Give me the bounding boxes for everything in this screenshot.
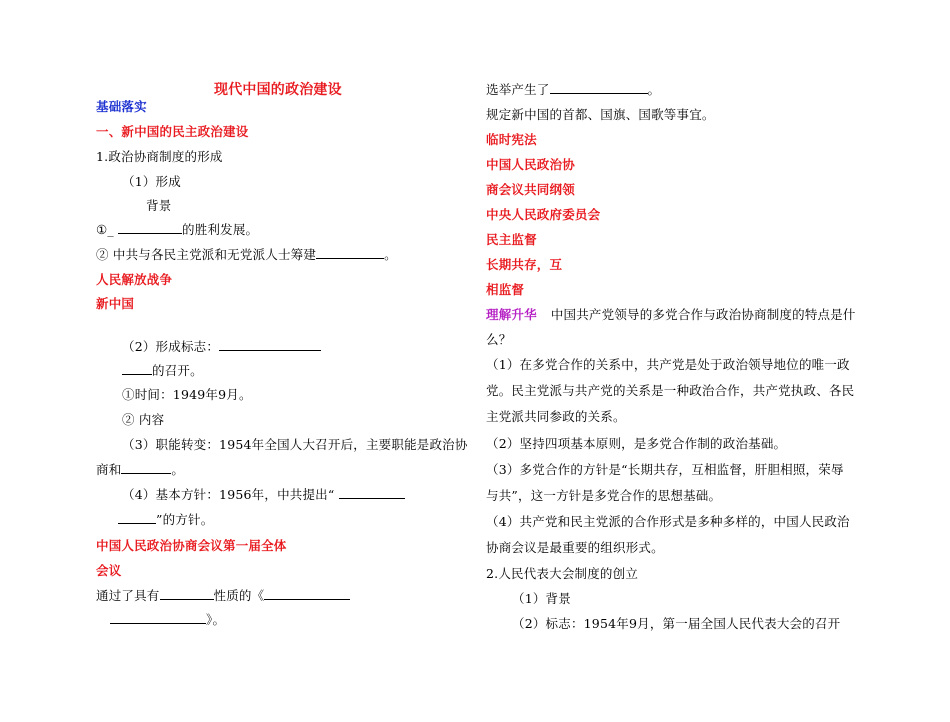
answer-d: 中央人民政府委员会 xyxy=(486,207,601,222)
background-1-suffix: 的胜利发展。 xyxy=(182,222,259,237)
answer-1: 人民解放战争 xyxy=(96,272,173,287)
point-1c: 主党派共同参政的关系。 xyxy=(486,409,626,424)
blank-8 xyxy=(160,588,214,600)
point-2: （2）坚持四项基本原则，是多党合作制的政治基础。 xyxy=(486,436,787,451)
item-1: 1.政治协商制度的形成 xyxy=(96,149,223,164)
background-1 xyxy=(96,222,258,238)
section-basic: 基础落实 xyxy=(96,99,147,114)
elect-line xyxy=(486,82,660,98)
formation-content: ② 内容 xyxy=(122,412,165,427)
capital-line: 规定新中国的首都、国旗、国歌等事宜。 xyxy=(486,107,715,122)
formation-time: ①时间：1949年9月。 xyxy=(122,387,252,402)
right-sub-1: （1）背景 xyxy=(512,591,571,606)
answer-g: 相监督 xyxy=(486,282,525,297)
point-1a: （1）在多党合作的关系中，共产党是处于政治领导地位的唯一政 xyxy=(486,357,850,372)
answer-3: 中国人民政治协商会议第一届全体 xyxy=(96,538,287,553)
insight-line xyxy=(486,307,856,323)
sub-3-cont-prefix: 商和 xyxy=(96,462,122,477)
point-3a: （3）多党合作的方针是“长期共存，互相监督，肝胆相照，荣辱 xyxy=(486,462,844,477)
blank-1 xyxy=(118,222,182,234)
blank-10 xyxy=(110,612,206,624)
item-2: 2.人民代表大会制度的创立 xyxy=(486,566,639,581)
sub-4-label: （4）基本方针：1956年，中共提出“ xyxy=(122,487,339,502)
blank-5 xyxy=(121,462,171,474)
sub-2-continued xyxy=(122,363,203,379)
sub-2-cont-text: 的召开。 xyxy=(152,363,203,378)
insight-line-2: 么？ xyxy=(486,332,512,347)
point-3b: 与共”，这一方针是多党合作的思想基础。 xyxy=(486,488,722,503)
sub-1-background: 背景 xyxy=(146,198,172,213)
sub-2 xyxy=(122,339,321,355)
insight-label: 理解升华 xyxy=(486,307,537,322)
passed-continued xyxy=(110,612,225,628)
sub-3: （3）职能转变：1954年全国人大召开后，主要职能是政治协 xyxy=(122,437,468,452)
blank-9 xyxy=(264,588,350,600)
right-sub-2: （2）标志：1954年9月，第一届全国人民代表大会的召开 xyxy=(512,616,841,631)
heading-1: 一、新中国的民主政治建设 xyxy=(96,124,249,139)
sub-3-cont-suffix: 。 xyxy=(171,462,185,477)
answer-2: 新中国 xyxy=(96,296,135,311)
answer-e: 民主监督 xyxy=(486,232,537,247)
sub-3-continued xyxy=(96,462,184,478)
blank-7 xyxy=(118,512,156,524)
answer-f: 长期共存，互 xyxy=(486,257,563,272)
elect-suffix: 。 xyxy=(647,82,661,97)
sub-4 xyxy=(122,487,405,503)
insight-text: 中国共产党领导的多党合作与政治协商制度的特点是什 xyxy=(550,307,856,322)
point-4a: （4）共产党和民主党派的合作形式是多种多样的，中国人民政治 xyxy=(486,514,850,529)
elect-prefix: 选举产生了 xyxy=(486,82,550,97)
passed-prefix: 通过了具有 xyxy=(96,588,160,603)
sub-4-cont-text: ”的方针。 xyxy=(156,512,214,527)
answer-3b: 会议 xyxy=(96,563,122,578)
answer-a: 临时宪法 xyxy=(486,132,537,147)
answer-b: 中国人民政治协 xyxy=(486,157,575,172)
background-1-prefix: ①_ xyxy=(96,222,119,237)
background-2-prefix: ② 中共与各民主党派和无党派人士筹建 xyxy=(96,247,317,262)
point-1b: 党。民主党派与共产党的关系是一种政治合作，共产党执政、各民 xyxy=(486,383,855,398)
passed-mid: 性质的《 xyxy=(213,588,265,603)
blank-6 xyxy=(339,487,405,499)
background-2 xyxy=(96,247,397,263)
sub-4-continued xyxy=(118,512,213,528)
answer-c: 商会议共同纲领 xyxy=(486,182,575,197)
passed-end: 》。 xyxy=(206,612,226,627)
blank-2 xyxy=(316,247,384,259)
page-title: 现代中国的政治建设 xyxy=(214,82,342,98)
blank-3 xyxy=(219,339,321,351)
blank-4 xyxy=(122,363,152,375)
point-4b: 协商会议是最重要的组织形式。 xyxy=(486,540,664,555)
blank-11 xyxy=(550,82,648,94)
sub-1: （1）形成 xyxy=(122,174,181,189)
sub-2-label: （2）形成标志： xyxy=(122,339,220,354)
passed-line xyxy=(96,588,350,604)
background-2-suffix: 。 xyxy=(384,247,397,262)
